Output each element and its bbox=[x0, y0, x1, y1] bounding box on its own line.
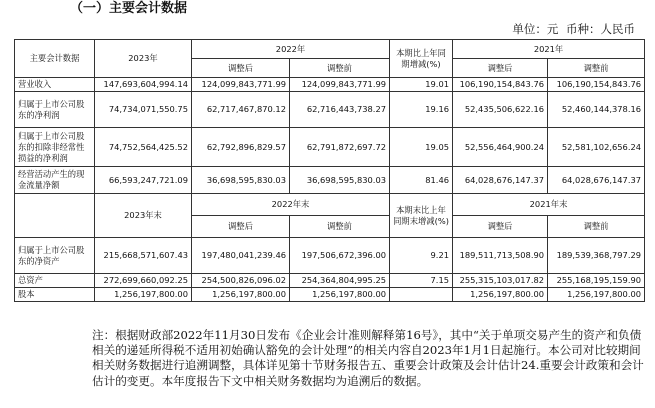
section-title: （一）主要会计数据 bbox=[70, 1, 188, 16]
table-row bbox=[15, 78, 645, 92]
header-2022-end-adjusted: 调整后 bbox=[192, 216, 290, 238]
table-row bbox=[15, 92, 645, 128]
header-2022-end-before: 调整前 bbox=[290, 216, 390, 238]
cell-value: 52,556,464,900.24 bbox=[453, 128, 548, 167]
key-accounting-data-table bbox=[14, 39, 645, 302]
cell-value: 255,315,103,017.82 bbox=[453, 274, 548, 288]
cell-value: 36,698,595,830.03 bbox=[192, 167, 290, 194]
cell-value: 7.15 bbox=[390, 274, 453, 288]
table-row bbox=[15, 288, 645, 302]
header-change: 本期比上年同期增减(%) bbox=[390, 40, 453, 78]
cell-value: 1,256,197,800.00 bbox=[192, 288, 290, 302]
cell-value: 19.05 bbox=[390, 128, 453, 167]
cell-value: 197,506,672,396.00 bbox=[290, 238, 390, 274]
header-2021: 2021年 bbox=[453, 40, 645, 59]
header-item: 主要会计数据 bbox=[15, 40, 95, 78]
cell-value: 52,460,144,378.16 bbox=[548, 92, 645, 128]
cell-value: 19.16 bbox=[390, 92, 453, 128]
cell-value: 62,792,896,829.57 bbox=[192, 128, 290, 167]
currency-label: 币种：人民币 bbox=[566, 22, 635, 36]
table-row bbox=[15, 274, 645, 288]
cell-value: 52,435,506,622.16 bbox=[453, 92, 548, 128]
cell-value: 1,256,197,800.00 bbox=[95, 288, 192, 302]
header-2022: 2022年 bbox=[192, 40, 390, 59]
header-2021-end: 2021年末 bbox=[453, 194, 645, 216]
header-2023: 2023年 bbox=[95, 40, 192, 78]
cell-value: 189,511,713,508.90 bbox=[453, 238, 548, 274]
footnote: 注：根据财政部2022年11月30日发布《企业会计准则解释第16号》，其中“关于单项交易产生的资产和负债相关的递延所得税不适用初始确认豁免的会计处理”的相关内容自2023年1月1日起施行。本公司对比较期间相关财务数据进行追溯调整，具体详见第十节财务报告五、重要会计政策及会计估计24.重要会计政策和会计估计的变更。本年度报告下文中相关财务数据均为追溯后的数据。 bbox=[92, 328, 644, 388]
cell-value: 9.21 bbox=[390, 238, 453, 274]
row-label: 归属于上市公司股东的扣除非经常性损益的净利润 bbox=[15, 128, 95, 167]
unit-label: 单位：元 bbox=[512, 22, 559, 36]
cell-value: 1,256,197,800.00 bbox=[453, 288, 548, 302]
table-row bbox=[15, 128, 645, 167]
cell-value: 254,500,826,096.02 bbox=[192, 274, 290, 288]
cell-value: 19.01 bbox=[390, 78, 453, 92]
row-label: 归属于上市公司股东的净资产 bbox=[15, 238, 95, 274]
header-row-1 bbox=[15, 40, 645, 59]
cell-value: 36,698,595,830.03 bbox=[290, 167, 390, 194]
cell-value: 62,716,443,738.27 bbox=[290, 92, 390, 128]
row-label: 归属于上市公司股东的净利润 bbox=[15, 92, 95, 128]
cell-value: 124,099,843,771.99 bbox=[290, 78, 390, 92]
cell-value: 64,028,676,147.37 bbox=[548, 167, 645, 194]
cell-value: 66,593,247,721.09 bbox=[95, 167, 192, 194]
cell-value: 62,791,872,697.72 bbox=[290, 128, 390, 167]
header-spacer bbox=[15, 216, 95, 238]
cell-value: 272,699,660,092.25 bbox=[95, 274, 192, 288]
cell-value: 189,539,368,797.29 bbox=[548, 238, 645, 274]
cell-value: 62,717,467,870.12 bbox=[192, 92, 290, 128]
cell-value: 255,168,195,159.90 bbox=[548, 274, 645, 288]
table-row bbox=[15, 167, 645, 194]
header-2021-end-adjusted: 调整后 bbox=[453, 216, 548, 238]
header-2023-end: 2023年末 bbox=[95, 194, 192, 238]
cell-value: 1,256,197,800.00 bbox=[290, 288, 390, 302]
cell-value: 124,099,843,771.99 bbox=[192, 78, 290, 92]
row-label: 营业收入 bbox=[15, 78, 95, 92]
cell-value: 197,480,041,239.46 bbox=[192, 238, 290, 274]
unit-line bbox=[0, 21, 635, 37]
cell-value: 1,256,197,800.00 bbox=[548, 288, 645, 302]
header-change-end: 本期末比上年同期末增减(%) bbox=[390, 194, 453, 238]
header-2022-end: 2022年末 bbox=[192, 194, 390, 216]
cell-value: 64,028,676,147.37 bbox=[453, 167, 548, 194]
header-2022-adjusted: 调整后 bbox=[192, 59, 290, 78]
header-2021-end-before: 调整前 bbox=[548, 216, 645, 238]
cell-value: 254,364,804,995.25 bbox=[290, 274, 390, 288]
cell-value: 106,190,154,843.76 bbox=[453, 78, 548, 92]
cell-value: 106,190,154,843.76 bbox=[548, 78, 645, 92]
row-label: 股本 bbox=[15, 288, 95, 302]
table-row bbox=[15, 238, 645, 274]
header-row-3 bbox=[15, 194, 645, 216]
cell-value: 81.46 bbox=[390, 167, 453, 194]
row-label: 经营活动产生的现金流量净额 bbox=[15, 167, 95, 194]
cell-value: 147,693,604,994.14 bbox=[95, 78, 192, 92]
header-2022-before: 调整前 bbox=[290, 59, 390, 78]
cell-value bbox=[390, 288, 453, 302]
header-spacer bbox=[15, 194, 95, 216]
header-2021-before: 调整前 bbox=[548, 59, 645, 78]
cell-value: 52,581,102,656.24 bbox=[548, 128, 645, 167]
row-label: 总资产 bbox=[15, 274, 95, 288]
cell-value: 74,734,071,550.75 bbox=[95, 92, 192, 128]
header-2021-adjusted: 调整后 bbox=[453, 59, 548, 78]
cell-value: 74,752,564,425.52 bbox=[95, 128, 192, 167]
cell-value: 215,668,571,607.43 bbox=[95, 238, 192, 274]
